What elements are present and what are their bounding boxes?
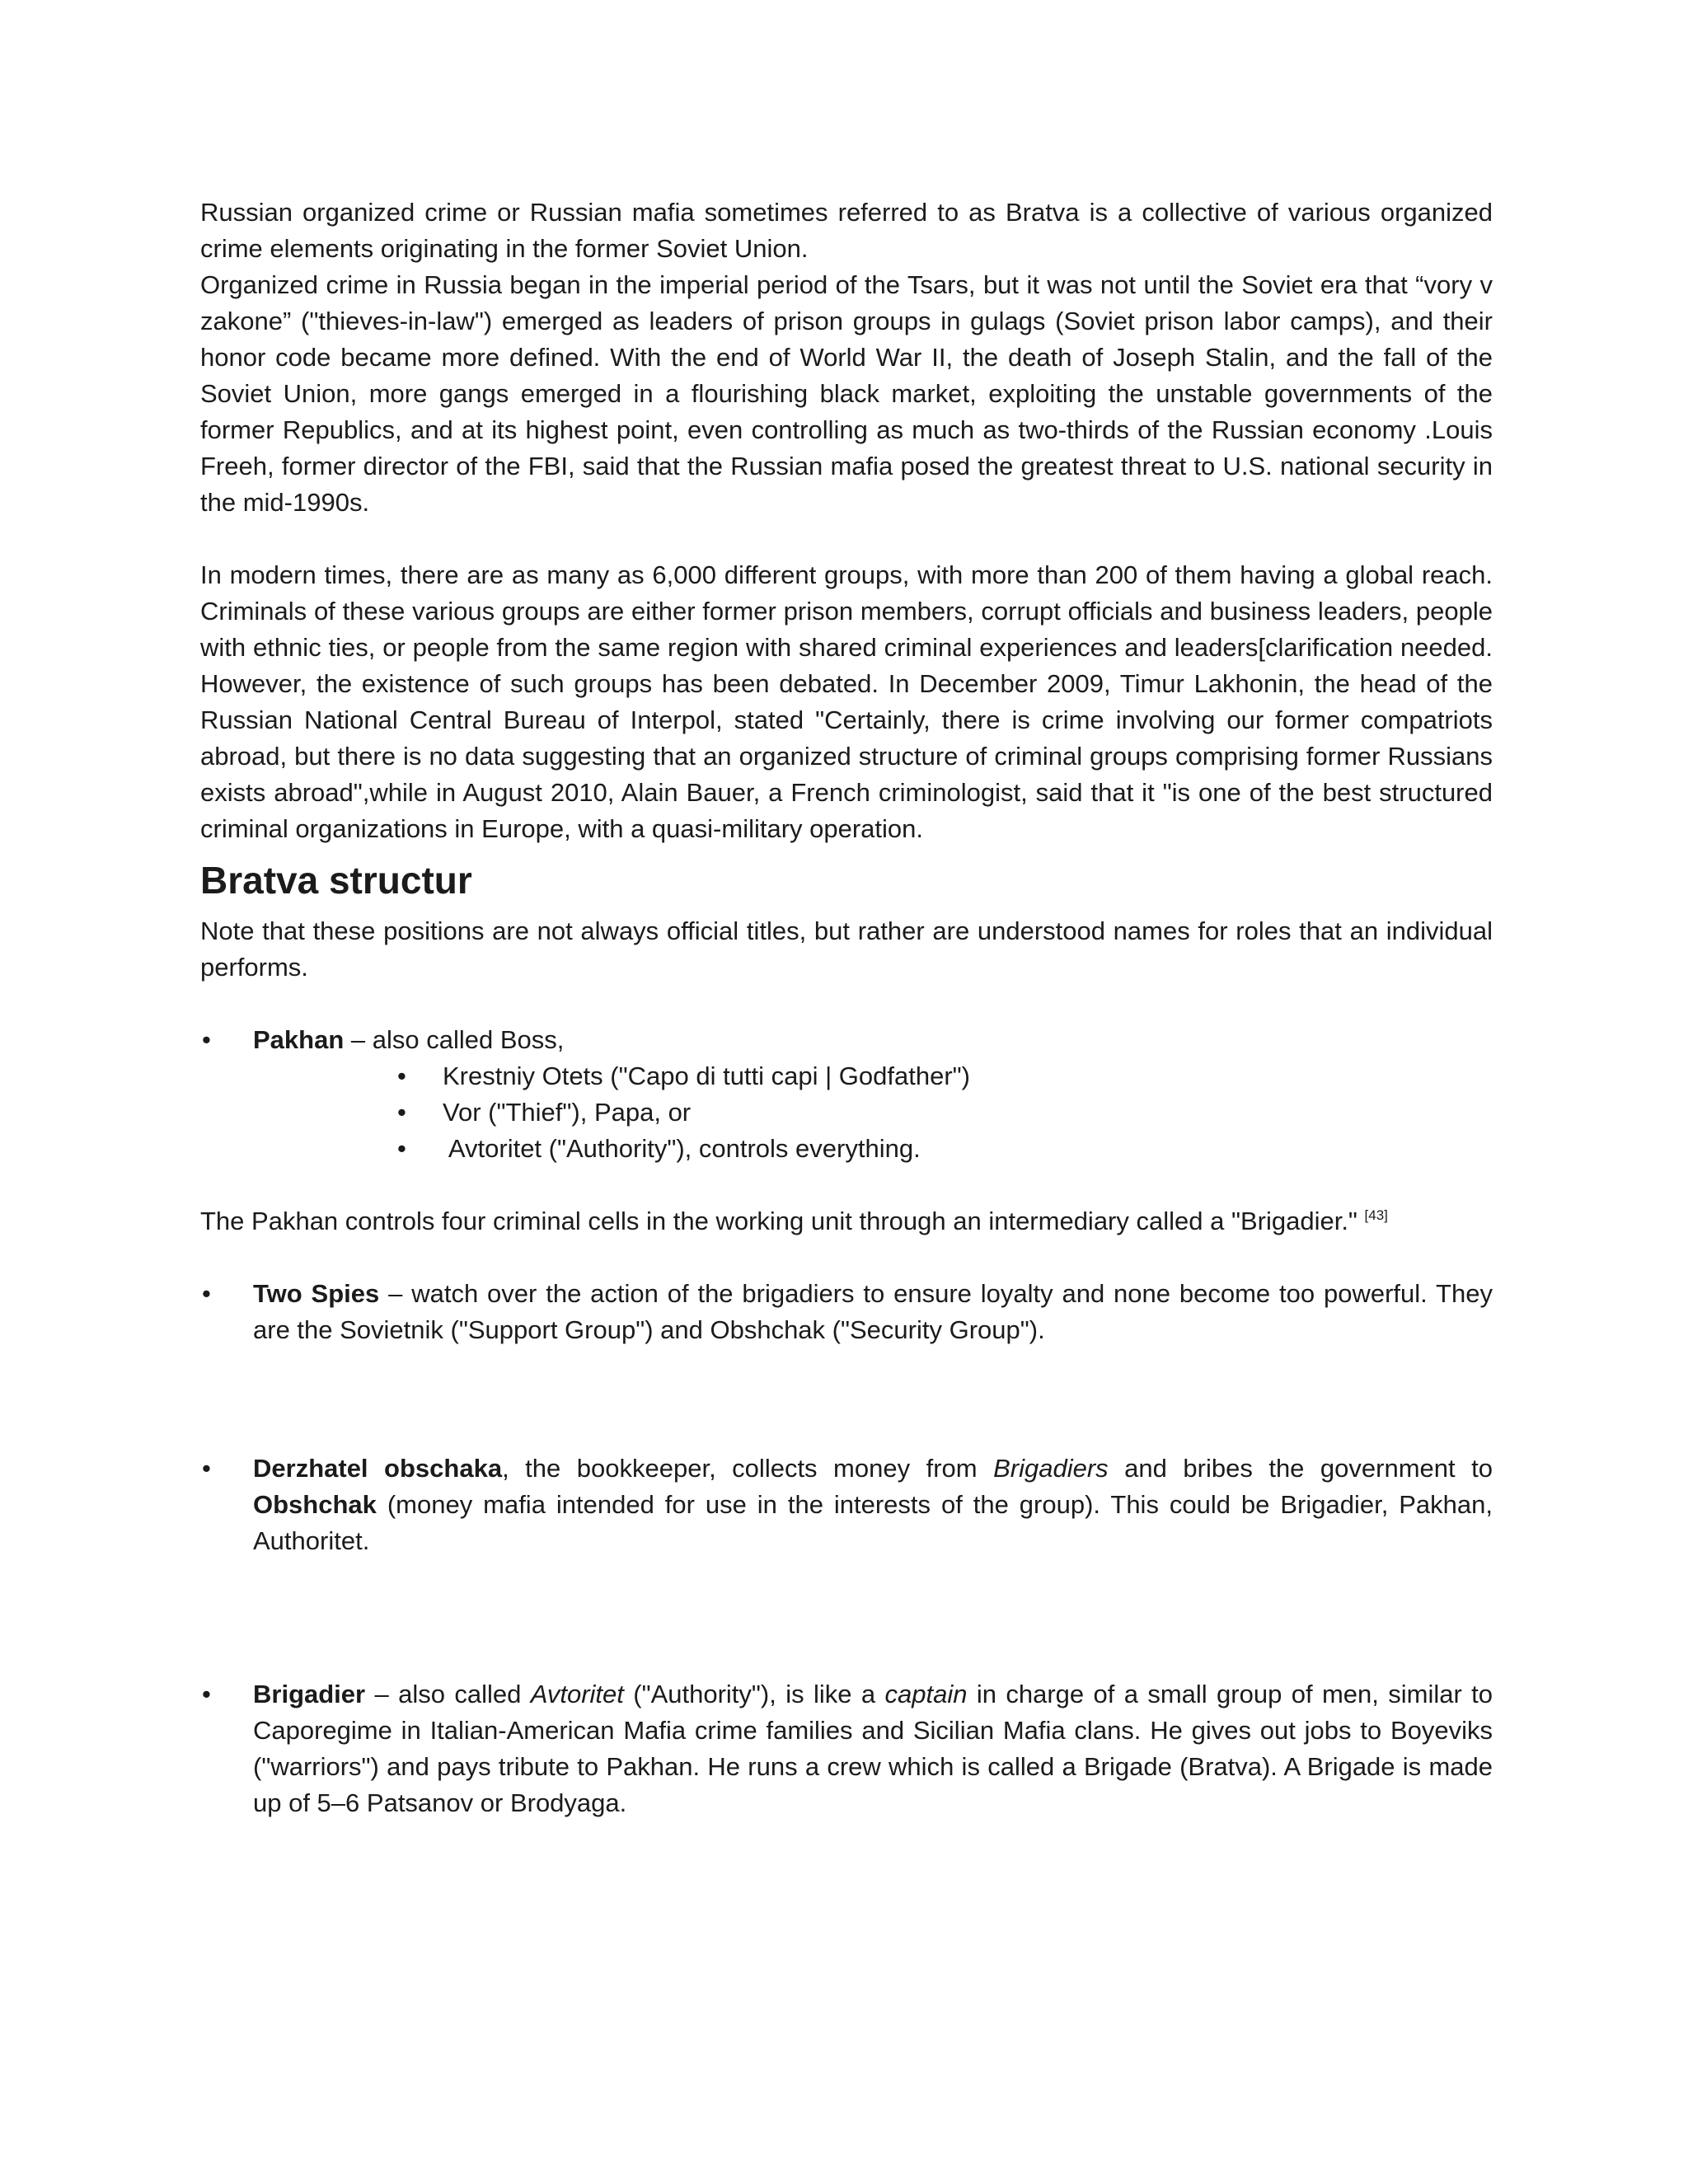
role-description: , the bookkeeper, collects money from [502,1454,994,1483]
role-description: – watch over the action of the brigadiers to ensure loyalty and none become too powerful. They are the Sovietnik ("Support Group") and Obshchak ("Security Group"). [253,1279,1493,1344]
sublist-item [397,1094,1493,1131]
role-description: – also called Boss, [344,1025,565,1054]
sublist-item-text: Vor ("Thief"), Papa, or [443,1098,692,1127]
pakhan-note-text: The Pakhan controls four criminal cells in the working unit through an intermediary called a "Brigadier." [200,1207,1365,1235]
bullet-icon: • [202,1454,211,1483]
document-body [200,194,1493,1821]
role-description: ("Authority"), is like a [623,1680,885,1708]
list-item-derzhatel [200,1451,1493,1559]
section-note: Note that these positions are not always official titles, but rather are understood names for roles that an individual performs. [200,916,1493,982]
sublist-item [397,1131,1493,1167]
paragraph-spacer [200,1167,1493,1203]
italic-term: Avtoritet [530,1680,624,1708]
role-description: in charge of a small group of men, similar to Caporegime in Italian-American Mafia crime families and Sicilian Mafia clans. He gives out jobs to Boyeviks ("warriors") and pays tribute to Pakhan. He runs a crew which is called a Brigade (Bratva). A Brigade is made up of 5–6 Patsanov or Brodyaga. [253,1680,1493,1817]
italic-term: Brigadiers [993,1454,1109,1483]
section-spacer [200,1348,1493,1451]
intro-paragraph-1: Russian organized crime or Russian mafia sometimes referred to as Bratva is a collective of various organized crime elements originating in the former Soviet Union. [200,198,1493,263]
pakhan-note [200,1203,1493,1240]
intro-paragraph-3: In modern times, there are as many as 6,000 different groups, with more than 200 of them having a global reach. Criminals of these various groups are either former prison members, corrupt officials and business leaders, people with ethnic ties, or people from the same region with shared criminal experiences and leaders[clarification needed. However, the existence of such groups has been debated. In December 2009, Timur Lakhonin, the head of the Russian National Central Bureau of Interpol, stated "Certainly, there is crime involving our former compatriots abroad, but there is no data suggesting that an organized structure of criminal groups comprising former Russians exists abroad",while in August 2010, Alain Bauer, a French criminologist, said that it "is one of the best structured criminal organizations in Europe, with a quasi-military operation. [200,560,1493,843]
role-term: Derzhatel obschaka [253,1454,503,1483]
bullet-icon: • [397,1062,406,1090]
paragraph-spacer [200,986,1493,1022]
list-item-pakhan [200,1022,1493,1167]
paragraph-spacer [200,521,1493,557]
bullet-icon: • [397,1134,406,1163]
sublist-item [397,1058,1493,1094]
role-term: Pakhan [253,1025,345,1054]
intro-paragraph-2: Organized crime in Russia began in the imperial period of the Tsars, but it was not until the Soviet era that “vory v zakone” ("thieves-in-law") emerged as leaders of prison groups in gulags (Soviet prison labor camps), and their honor code became more defined. With the end of World War II, the death of Joseph Stalin, and the fall of the Soviet Union, more gangs emerged in a flourishing black market, exploiting the unstable governments of the former Republics, and at its highest point, even controlling as much as two-thirds of the Russian economy .Louis Freeh, former director of the FBI, said that the Russian mafia posed the greatest threat to U.S. national security in the mid-1990s. [200,270,1493,517]
sublist-item-text: Avtoritet ("Authority"), controls everything. [443,1134,921,1163]
role-description: (money mafia intended for use in the interests of the group). This could be Brigadier, Pakhan, Authoritet. [253,1490,1493,1555]
italic-term: captain [884,1680,968,1708]
roles-list-pakhan [200,1022,1493,1167]
footnote-reference: [43] [1364,1207,1388,1223]
role-term: Two Spies [253,1279,380,1308]
section-heading: Bratva structur [200,859,472,902]
role-term: Brigadier [253,1680,366,1708]
bullet-icon: • [202,1680,211,1708]
list-item-two-spies [200,1276,1493,1348]
pakhan-sublist [253,1058,1493,1167]
paragraph-spacer [200,1240,1493,1276]
sublist-item-text: Krestniy Otets ("Capo di tutti capi | Godfather") [443,1062,970,1090]
roles-list-spies [200,1276,1493,1348]
section-spacer [200,1559,1493,1676]
role-description: – also called [365,1680,531,1708]
roles-list-brigadier [200,1676,1493,1821]
list-item-brigadier [200,1676,1493,1821]
bullet-icon: • [202,1279,211,1308]
bold-term: Obshchak [253,1490,377,1519]
roles-list-derzhatel [200,1451,1493,1559]
bullet-icon: • [397,1098,406,1127]
role-description: and bribes the government to [1108,1454,1493,1483]
bullet-icon: • [202,1025,211,1054]
